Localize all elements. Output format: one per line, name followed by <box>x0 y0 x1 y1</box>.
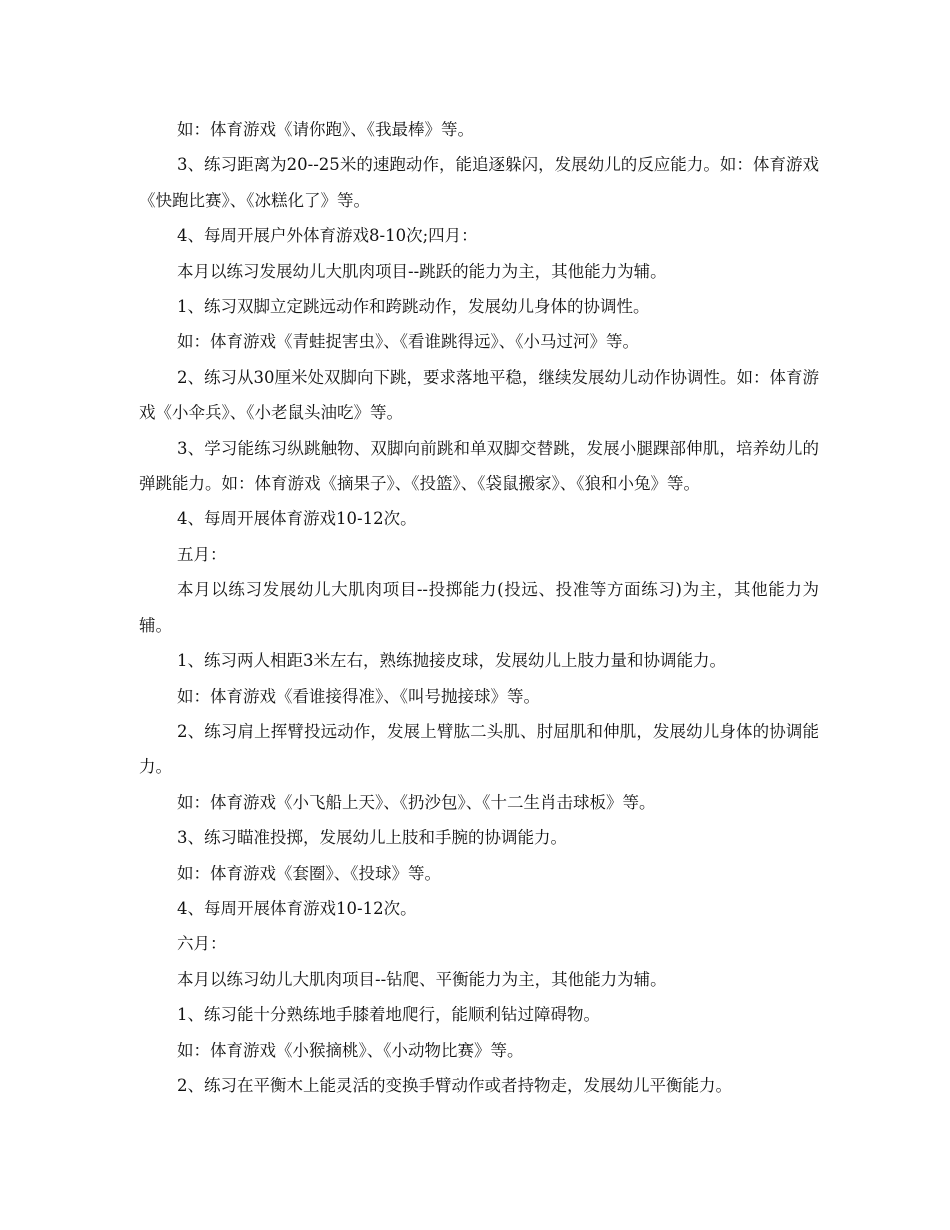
section-heading: 五月： <box>177 544 227 564</box>
paragraph: 1、练习能十分熟练地手膝着地爬行，能顺利钻过障碍物。 <box>177 1005 600 1025</box>
paragraph: 如：体育游戏《套圈》、《投球》等。 <box>177 863 441 883</box>
paragraph: 4、每周开展体育游戏10-12次。 <box>177 898 417 918</box>
paragraph: 1、练习两人相距3米左右，熟练抛接皮球，发展幼儿上肢力量和协调能力。 <box>177 651 726 671</box>
paragraph: 如：体育游戏《看谁接得准》、《叫号抛接球》等。 <box>177 686 540 706</box>
paragraph: 2、练习肩上挥臂投远动作，发展上臂肱二头肌、肘屈肌和伸肌，发展幼儿身体的协调能力。 <box>139 721 819 777</box>
paragraph: 3、练习瞄准投掷，发展幼儿上肢和手腕的协调能力。 <box>177 828 567 848</box>
paragraph: 2、练习从30厘米处双脚向下跳，要求落地平稳，继续发展幼儿动作协调性。如：体育游戏《小伞兵》、《小老鼠头油吃》等。 <box>139 367 819 423</box>
paragraph: 4、每周开展户外体育游戏8-10次;四月： <box>177 226 478 246</box>
paragraph: 本月以练习幼儿大肌肉项目--钻爬、平衡能力为主，其他能力为辅。 <box>177 969 667 989</box>
paragraph: 1、练习双脚立定跳远动作和跨跳动作，发展幼儿身体的协调性。 <box>177 297 650 317</box>
paragraph: 如：体育游戏《青蛙捉害虫》、《看谁跳得远》、《小马过河》等。 <box>177 332 639 352</box>
paragraph: 如：体育游戏《小飞船上天》、《扔沙包》、《十二生肖击球板》等。 <box>177 792 656 812</box>
section-heading: 六月： <box>177 934 227 954</box>
document-body <box>139 112 819 1103</box>
paragraph: 3、练习距离为20--25米的速跑动作，能追逐躲闪，发展幼儿的反应能力。如：体育游戏《快跑比赛》、《冰糕化了》等。 <box>139 155 819 210</box>
paragraph: 本月以练习发展幼儿大肌肉项目--投掷能力(投远、投准等方面练习)为主，其他能力为辅。 <box>139 580 819 635</box>
paragraph: 如：体育游戏《请你跑》、《我最棒》等。 <box>177 120 474 139</box>
paragraph: 4、每周开展体育游戏10-12次。 <box>177 509 417 529</box>
paragraph: 如：体育游戏《小猴摘桃》、《小动物比赛》等。 <box>177 1040 524 1060</box>
paragraph: 3、学习能练习纵跳触物、双脚向前跳和单双脚交替跳，发展小腿踝部伸肌，培养幼儿的弹跳能力。如：体育游戏《摘果子》、《投篮》、《袋鼠搬家》、《狼和小兔》等。 <box>139 438 819 494</box>
paragraph: 2、练习在平衡木上能灵活的变换手臂动作或者持物走，发展幼儿平衡能力。 <box>177 1075 732 1095</box>
paragraph: 本月以练习发展幼儿大肌肉项目--跳跃的能力为主，其他能力为辅。 <box>177 261 667 281</box>
